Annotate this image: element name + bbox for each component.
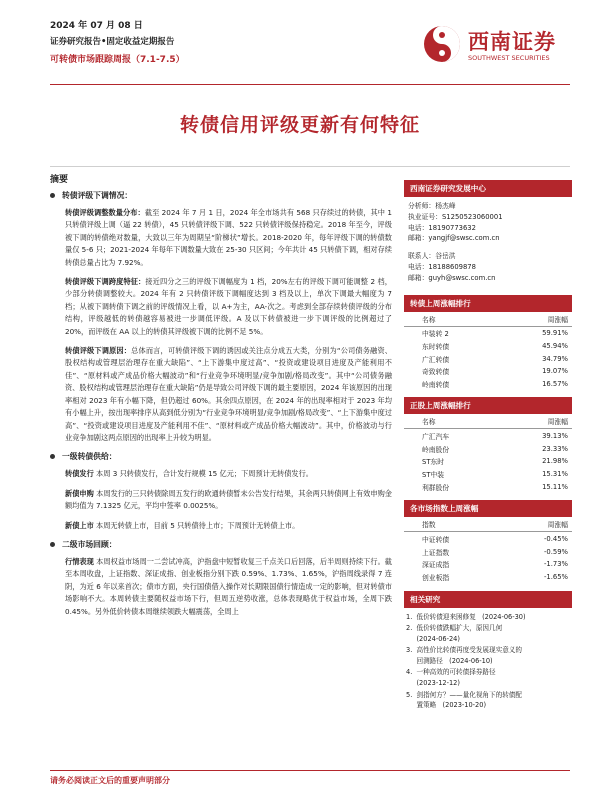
paragraph-lead: 转债评级调整数量分布： (65, 208, 145, 217)
index-rank-table (404, 517, 572, 583)
paragraph-text: 本周发行的三只转债除周五发行的欧通转债暂未公告发行结果，其余两只转债网上有效申购金额均值为 7.1325 亿元，平均中签率 0.0025%。 (65, 488, 392, 511)
cell-value: -1.65% (543, 573, 568, 582)
paragraph (65, 488, 392, 513)
paragraph-text: 总体而言，可转债评级下调的诱因或关注点分成五大类，分别为“公司债务融资、股权结构或管理层治理存在重大缺陷”、“上下游集中度过高”、“投资或建设项目进度及产能利用不佳”、“原材料或产成品价格大幅波动”和“行业竞争环境明显/竞争加剧/格局改变”。其中“公司债务融资、股权结构或管理层治理存在重大缺陷”仍是导致公司评级下调的最主要原因，2024 年该原因的出现率相对 2023 年有小幅下降，但仍超过 60%。其余四点原因，在 2024 年的出现率相对于 2023 年均有小幅上升，按出现率排序从高到低分别为“行业竞争环境明显/竞争加剧/格局改变”、“上下游集中度过高”、“投资或建设项目进度及产能利用不佳”、“原材料或产成品价格大幅波动”。其中，价格波动与行业竞争加剧这两点原因的出现率上升较为明显。 (65, 346, 392, 442)
table-row (404, 468, 572, 481)
analyst-name: 杨杰峰 (435, 202, 456, 210)
paragraph-text: 本周无转债上市，目前 5 只转债待上市；下周预计无转债上市。 (93, 520, 300, 530)
related-research-item[interactable]: 5. 剑指何方？——量化视角下的转债配 置策略 (2023-10-20) (406, 690, 522, 710)
cell-value: 21.98% (542, 457, 568, 466)
footer-disclaimer: 请务必阅读正文后的重要声明部分 (50, 776, 170, 785)
license-number: S1250523060001 (441, 212, 503, 221)
column-header: 名称 (404, 312, 503, 327)
paragraph-lead: 转债评级下调原因： (65, 346, 132, 356)
header-divider (50, 84, 570, 85)
stock-rank-table (404, 414, 572, 493)
table-row (404, 545, 572, 558)
phone-label: 电话： (408, 262, 429, 271)
table-row (404, 339, 572, 352)
bullet-icon (50, 542, 55, 547)
cell-value: 16.57% (542, 380, 568, 389)
table-row (404, 558, 572, 571)
footer-divider (50, 770, 570, 771)
related-research-list (404, 608, 572, 716)
cell-name: 岭南股份 (422, 445, 450, 454)
sidebar (404, 180, 572, 723)
page-title: 转债信用评级更新有何特征 (179, 114, 420, 136)
cell-name: ST东时 (422, 458, 445, 467)
analyst-info (404, 197, 572, 288)
stock-rank-box (404, 397, 572, 493)
table-row (404, 326, 572, 339)
cell-value: 39.13% (542, 431, 568, 440)
analyst-label: 分析师： (408, 202, 436, 210)
report-series: 证券研究报告•固定收益定期报告 (50, 37, 175, 47)
related-research-title: 相关研究 (404, 591, 572, 608)
analyst-phone: 18190773632 (428, 223, 476, 232)
paragraph-text: 截至 2024 年 7 月 1 日，2024 年全市场共有 568 只存续过的转债，其中 1 只转债评级上调（逼 22 转债），45 只转债评级下调、522 只转债评级保持稳定。2018 年至今，评级被下调的转债绝对数量，大致以三年为周期呈“阶梯状”增长。2018-2020 年，每年评级下调的转债数量仅 5-6 只；2021-2024 年每年下调数量大致在 25-30 只区间；今年共计 45 只转债下调，相对存续转债总量占比为 7.92%。 (65, 208, 392, 267)
index-rank-box (404, 500, 572, 583)
cell-name: 奇致转债 (422, 368, 450, 377)
section-heading (50, 190, 392, 201)
research-center-title: 西南证券研究发展中心 (404, 180, 572, 197)
paragraph (65, 520, 392, 532)
conv-rank-table (404, 312, 572, 391)
analyst-email[interactable]: yangjf@swsc.com.cn (428, 234, 500, 243)
phone-label: 电话： (408, 223, 429, 232)
cell-value: -1.73% (543, 560, 568, 569)
analyst-box (404, 180, 572, 288)
bullet-icon (50, 454, 55, 459)
paragraph (65, 207, 392, 269)
cell-name: 广汇汽车 (422, 432, 450, 441)
summary-label: 摘要 (50, 175, 69, 185)
conv-rank-box (404, 295, 572, 391)
column-header: 名称 (404, 414, 503, 429)
paragraph-text: 接近四分之三的评级下调幅度为 1 档，20%左右的评级下调可能调整 2 档，少部分转债调整较大。2024 年有 2 只转债评级下调幅度达到 3 档及以上，单次下调最大幅度为 7 档；从被下调转债下调之前的评级情况上看，以 A+为主，AA-次之。考虑到全部存续转债评级的分布结构，评级越低的转债越容易被进一步调低评级。A 及以下转债被进一步下调评级的比例超过了 20%，而评级在 AA 以上的转债其评级被下调的比例不足 5%。 (65, 277, 392, 336)
cell-name: 广汇转债 (422, 355, 450, 364)
related-research-box (404, 591, 572, 716)
cell-name: 上证指数 (422, 548, 450, 557)
cell-name: ST中装 (422, 471, 445, 480)
contact-phone: 18188609878 (428, 262, 476, 271)
section-heading-text: 一级转债供给： (62, 452, 117, 462)
paragraph-lead: 新债申购 (65, 488, 94, 498)
cell-value: 15.31% (542, 470, 568, 479)
cell-name: 利群股份 (422, 484, 450, 492)
cell-value: 59.91% (542, 328, 568, 337)
table-row (404, 571, 572, 584)
cell-value: -0.45% (543, 534, 568, 543)
logo-mark-icon (422, 24, 462, 64)
related-research-item[interactable]: 4. 一种高效的可转债择券路径 (2023-12-12) (406, 668, 496, 688)
stock-rank-title: 正股上周涨幅排行 (404, 397, 572, 414)
logo-text-cn: 西南证券 (468, 29, 556, 54)
column-header: 指数 (404, 517, 506, 532)
cell-value: 19.07% (542, 367, 568, 376)
related-research-item[interactable]: 2. 低价转债跌幅扩大，原因几何 (2024-06-24) (406, 624, 503, 643)
report-date: 2024 年 07 月 08 日 (50, 21, 143, 31)
brand-logo (420, 22, 580, 68)
cell-name: 中装转 2 (422, 329, 449, 338)
column-header: 周涨幅 (503, 312, 572, 327)
cell-name: 东时转债 (422, 342, 450, 351)
contact-email[interactable]: guyh@swsc.com.cn (428, 273, 496, 282)
table-row (404, 481, 572, 494)
contact-name: 谷岳洪 (435, 252, 456, 261)
section-heading-text: 转债评级下调情况： (62, 191, 133, 200)
cell-value: 15.11% (542, 483, 568, 491)
table-row (404, 455, 572, 468)
report-subtitle: 可转债市场跟踪周报（7.1-7.5） (50, 55, 185, 65)
email-label: 邮箱： (408, 234, 429, 243)
cell-value: 23.33% (542, 444, 568, 453)
paragraph (65, 468, 392, 480)
paragraph-text: 本周 3 只转债发行，合计发行规模 15 亿元；下周预计无转债发行。 (93, 469, 313, 479)
paragraph-lead: 行情表现 (65, 556, 94, 566)
paragraph-text: 本周权益市场周一二尝试冲高，沪指盘中短暂收复三千点关口后回落，后半周则持续下行。截至本周收盘，上证指数、深证成指、创业板指分别下跌 0.59%、1.73%、1.65%，沪指周线录得 7 连阴，为近 6 年以来首次；债市方面，央行国债借入操作对长期限国债行情造成一定的影响，但对转债市场影响不大。本周转债主要随权益市场下行，但周五逆势收涨，总体表现略优于权益市场，全周下跌 0.45%。另外低价转债本周继续领跌大幅震荡，全周上 (65, 556, 392, 616)
cell-name: 创业板指 (422, 574, 450, 583)
cell-name: 中证转债 (422, 535, 450, 544)
table-row (404, 429, 572, 442)
table-row (404, 352, 572, 365)
column-header: 周涨幅 (503, 414, 572, 429)
section-heading (50, 539, 392, 550)
cell-name: 深证成指 (422, 561, 450, 570)
section-heading (50, 451, 392, 462)
paragraph-lead: 转债发行 (65, 469, 94, 479)
cell-name: 岭南转债 (422, 381, 450, 390)
paragraph-lead: 新债上市 (65, 520, 94, 530)
conv-rank-title: 转债上周涨幅排行 (404, 295, 572, 312)
table-row (404, 365, 572, 378)
section-heading-text: 二级市场回顾： (62, 539, 117, 549)
table-row (404, 442, 572, 455)
license-label: 执业证号： (408, 212, 442, 221)
summary-body (50, 190, 392, 625)
cell-value: -0.59% (543, 547, 568, 556)
title-divider (50, 166, 570, 167)
cell-value: 34.79% (542, 354, 568, 363)
index-rank-title: 各市场指数上周涨幅 (404, 500, 572, 517)
paragraph (65, 345, 392, 444)
contact-label: 联系人： (408, 252, 436, 261)
table-row (404, 532, 572, 545)
paragraph (65, 556, 392, 618)
paragraph (65, 276, 392, 338)
bullet-icon (50, 193, 55, 198)
related-research-item[interactable]: 1. 低价转债迎来困修复 (2024-06-30) (406, 612, 526, 621)
related-research-item[interactable]: 3. 高性价比转债再度受发展现实意义的 回测路径 (2024-06-10) (406, 646, 522, 665)
paragraph-lead: 转债评级下调跨度特征： (65, 277, 146, 287)
column-header: 周涨幅 (506, 517, 572, 532)
cell-value: 45.94% (542, 341, 568, 350)
email-label: 邮箱： (408, 273, 429, 282)
logo-text-en: SOUTHWEST SECURITIES (468, 54, 550, 62)
table-row (404, 378, 572, 391)
